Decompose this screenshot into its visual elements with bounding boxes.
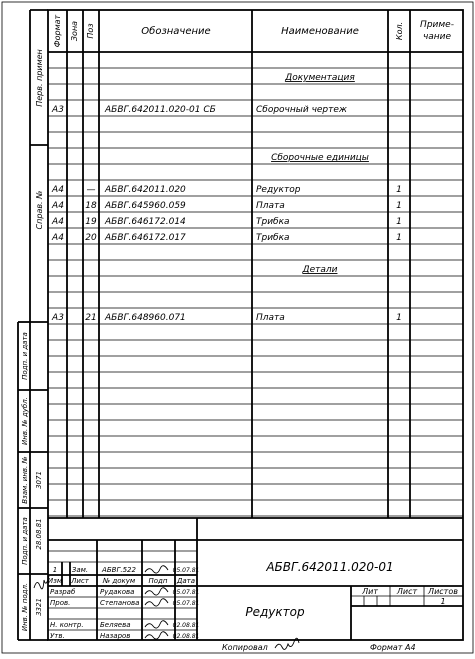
tb-person-role: Разраб — [50, 588, 76, 596]
tb-designation: АБВГ.642011.020-01 — [266, 560, 394, 574]
tb-person-name: Рудакова — [100, 588, 135, 596]
col-header-name: Наименование — [281, 26, 359, 37]
section-heading: Сборочные единицы — [271, 153, 369, 163]
cell-designation: АБВГ.648960.071 — [105, 313, 186, 323]
tb-hdr-doc: № докум — [102, 577, 136, 585]
tb-person-date: 05.07.81 — [172, 589, 200, 596]
tb-change-izm: 1 — [52, 566, 58, 574]
cell-designation: АБВГ.646172.017 — [105, 233, 186, 243]
cell-qty: 1 — [396, 201, 402, 211]
cell-qty: 1 — [396, 217, 402, 227]
col-header-qty: Кол. — [395, 21, 404, 41]
vzam-inv-value: 3071 — [35, 471, 43, 489]
tb-person-date: 05.07.81 — [172, 600, 200, 607]
tb-person-signature — [145, 621, 168, 628]
tb-hdr-sign: Подп — [148, 577, 168, 585]
tb-change-signature — [145, 566, 168, 573]
cell-name: Плата — [256, 313, 285, 323]
cell-format: А4 — [52, 217, 64, 227]
cell-format: А4 — [52, 201, 64, 211]
cell-format: А3 — [52, 313, 64, 323]
cell-pos: — — [86, 185, 96, 195]
tb-person-name: Назаров — [100, 632, 131, 640]
inv-podl-label: Инв. № подл. — [21, 582, 29, 632]
tb-change-doc: АБВГ.522 — [102, 566, 136, 574]
tb-person-signature — [145, 599, 168, 606]
tb-person-date: 02.08.81 — [172, 622, 200, 629]
cell-format: А4 — [52, 233, 64, 243]
tb-lit-label: Лит — [362, 587, 378, 596]
section-heading: Документация — [285, 73, 355, 83]
tb-change-date: 05.07.81 — [172, 567, 200, 574]
tb-product-name: Редуктор — [245, 605, 305, 619]
tb-hdr-date: Дата — [176, 577, 196, 585]
tb-person-role: Утв. — [50, 632, 65, 640]
tb-sheets-label: Листов — [428, 587, 458, 596]
tb-person-name: Беляева — [100, 621, 131, 629]
cell-designation: АБВГ.642011.020 — [105, 185, 186, 195]
col-header-pos: Поз — [86, 23, 95, 39]
cell-name: Трибка — [256, 233, 290, 243]
col-header-zone: Зона — [70, 20, 79, 42]
table-rows — [48, 68, 463, 516]
inv-podl-value: 3321 — [35, 598, 43, 616]
section-heading: Детали — [302, 265, 338, 275]
sprav-no-label: Справ. № — [35, 190, 44, 230]
cell-format: А4 — [52, 185, 64, 195]
col-header-note-line2: чание — [422, 32, 452, 42]
cell-format: А3 — [52, 105, 64, 115]
table-columns — [67, 10, 410, 518]
podp-data-bottom-label: Подп. и дата — [21, 517, 29, 565]
tb-sheet-label: Лист — [396, 587, 418, 596]
tb-hdr-list: Лист — [71, 577, 89, 585]
tb-hdr-izm: Изм — [47, 577, 63, 585]
inv-dubl-label: Инв. № дубл. — [21, 397, 29, 445]
cell-name: Плата — [256, 201, 285, 211]
cell-pos: 20 — [85, 233, 97, 243]
cell-name: Трибка — [256, 217, 290, 227]
strip-signature — [34, 576, 49, 589]
cell-qty: 1 — [396, 313, 402, 323]
footer-format-label: Формат А4 — [370, 643, 416, 652]
cell-name: Сборочный чертеж — [256, 105, 348, 115]
tb-person-signature — [145, 588, 168, 595]
podp-data-top-label: Подп. и дата — [21, 332, 29, 380]
cell-name: Редуктор — [256, 185, 301, 195]
col-header-format: Формат — [53, 14, 62, 48]
cell-pos: 19 — [85, 217, 97, 227]
cell-qty: 1 — [396, 185, 402, 195]
tb-person-role: Н. контр. — [50, 621, 84, 629]
cell-designation: АБВГ.646172.014 — [105, 217, 186, 227]
tb-person-date: 02.08.81 — [172, 633, 200, 640]
tb-sheets-value: 1 — [440, 597, 446, 606]
perv-primen-label: Перв. примен — [35, 49, 44, 107]
tb-people — [50, 588, 199, 640]
cell-designation: АБВГ.645960.059 — [105, 201, 186, 211]
cell-designation: АБВГ.642011.020-01 СБ — [105, 105, 216, 115]
podp-data-bottom-value: 28.08.81 — [35, 518, 43, 550]
col-header-note-line1: Приме- — [420, 20, 454, 30]
tb-change-list: Зам. — [71, 566, 89, 574]
tb-person-name: Степанова — [100, 599, 140, 607]
tb-person-role: Пров. — [50, 599, 71, 607]
cell-qty: 1 — [396, 233, 402, 243]
footer-copied-label: Копировал — [222, 643, 268, 652]
tb-person-signature — [145, 632, 168, 639]
col-header-designation: Обозначение — [141, 26, 211, 37]
vzam-inv-label: Взам. инв. № — [21, 456, 29, 504]
cell-pos: 21 — [85, 313, 97, 323]
cell-pos: 18 — [85, 201, 97, 211]
